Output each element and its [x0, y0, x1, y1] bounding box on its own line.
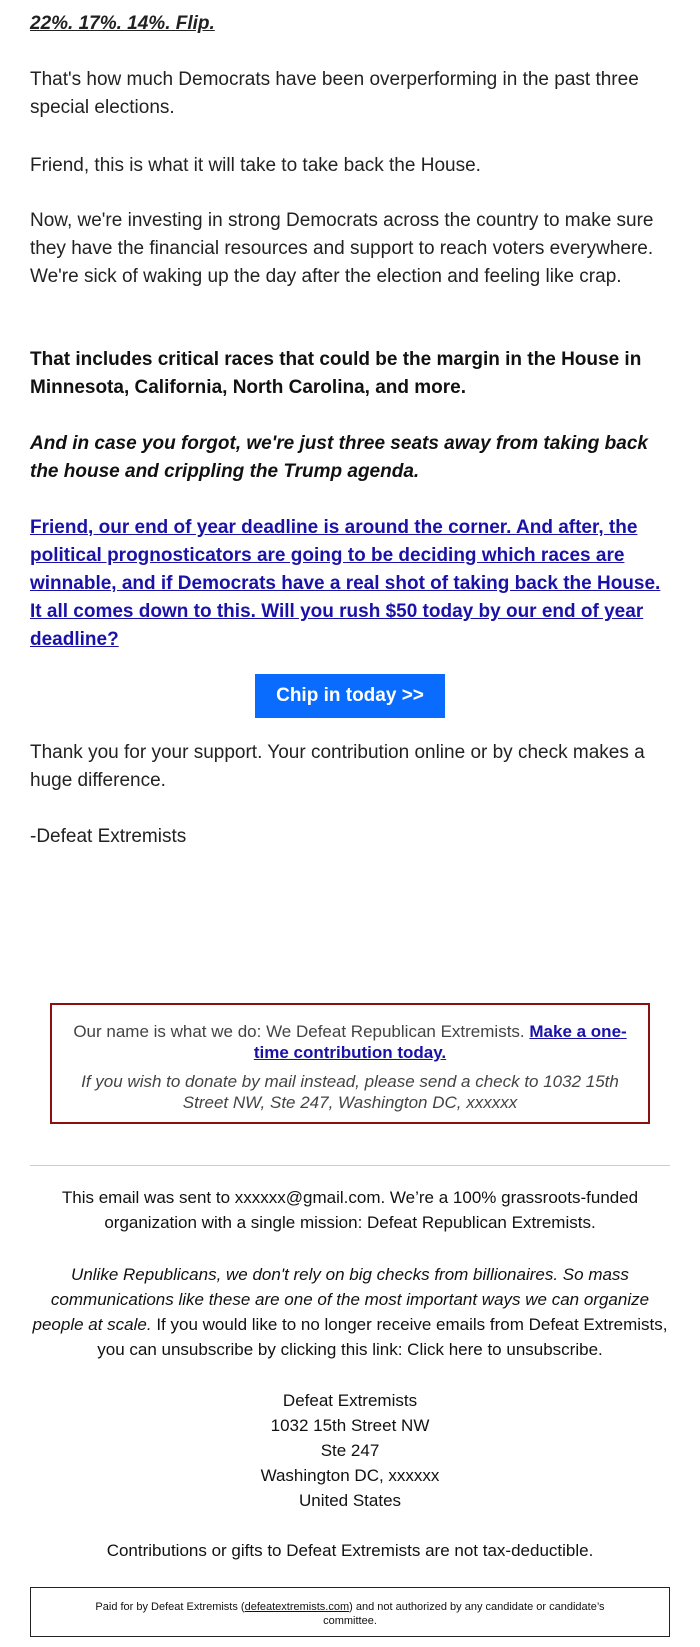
paid-for-prefix: Paid for by Defeat Extremists ( — [95, 1601, 245, 1613]
footer-divider — [30, 1165, 670, 1166]
chip-in-button[interactable]: Chip in today >> — [255, 674, 445, 718]
paragraph-critical-races: That includes critical races that could be the margin in the House in Minnesota, California, North Carolina, and more. — [30, 349, 642, 398]
contribution-box — [50, 1003, 650, 1124]
address-name: Defeat Extremists — [282, 1391, 418, 1410]
tax-deductible-note: Contributions or gifts to Defeat Extremists are not tax-deductible. — [106, 1541, 594, 1560]
paid-for-disclaimer — [30, 1587, 670, 1637]
deadline-donate-link[interactable]: Friend, our end of year deadline is around the corner. And after, the political prognosticators are going to be deciding which races are winnable, and if Democrats have a real shot of taking back the House. It all comes down to this. Will you rush $50 today by our end of year deadline? — [30, 517, 661, 650]
headline: 22%. 17%. 14%. Flip. — [30, 13, 215, 34]
website-link[interactable]: defeatextremists.com — [244, 1601, 350, 1613]
address-city: Washington DC, xxxxxx — [260, 1466, 440, 1485]
unsubscribe-notice — [30, 1262, 670, 1362]
address-street: 1032 15th Street NW — [270, 1416, 430, 1435]
signoff: -Defeat Extremists — [30, 826, 187, 847]
paragraph-take-back-house: Friend, this is what it will take to take back the House. — [30, 155, 481, 176]
contribution-intro-text: Our name is what we do: We Defeat Republican Extremists. — [73, 1022, 525, 1041]
paragraph-investing: Now, we're investing in strong Democrats across the country to make sure they have the financial resources and support to reach voters everywhere. We're sick of waking up the day after the election and feeling like crap. — [30, 210, 654, 287]
unsubscribe-italic: Unlike Republicans, we don't rely on big checks from billionaires. So mass communications like these are one of the most important ways we can organize people at scale. — [32, 1265, 650, 1334]
one-time-contribution-link[interactable]: Make a one-time contribution today. — [253, 1022, 627, 1062]
paragraph-overperforming: That's how much Democrats have been overperforming in the past three special elections. — [30, 69, 639, 118]
paragraph-three-seats: And in case you forgot, we're just three seats away from taking back the house and crippling the Trump agenda. — [30, 433, 648, 482]
contribution-intro — [70, 1021, 630, 1063]
paid-for-suffix: ) and not authorized by any candidate or candidate’s committee. — [323, 1601, 605, 1627]
paragraph-thank-you: Thank you for your support. Your contribution online or by check makes a huge difference. — [30, 742, 645, 791]
unsubscribe-link-text[interactable]: If you would like to no longer receive emails from Defeat Extremists, you can unsubscribe by clicking this link: Click here to unsubscribe. — [97, 1315, 668, 1359]
mailing-address — [30, 1388, 670, 1513]
address-country: United States — [298, 1491, 402, 1510]
address-suite: Ste 247 — [320, 1441, 380, 1460]
sent-to-notice: This email was sent to xxxxxx@gmail.com. We’re a 100% grassroots-funded organization with a single mission: Defeat Republican Extremists. — [61, 1188, 639, 1232]
cta-container — [30, 674, 670, 718]
mail-donation-note: If you wish to donate by mail instead, please send a check to 1032 15th Street NW, Ste 247, Washington DC, xxxxxx — [81, 1072, 619, 1112]
